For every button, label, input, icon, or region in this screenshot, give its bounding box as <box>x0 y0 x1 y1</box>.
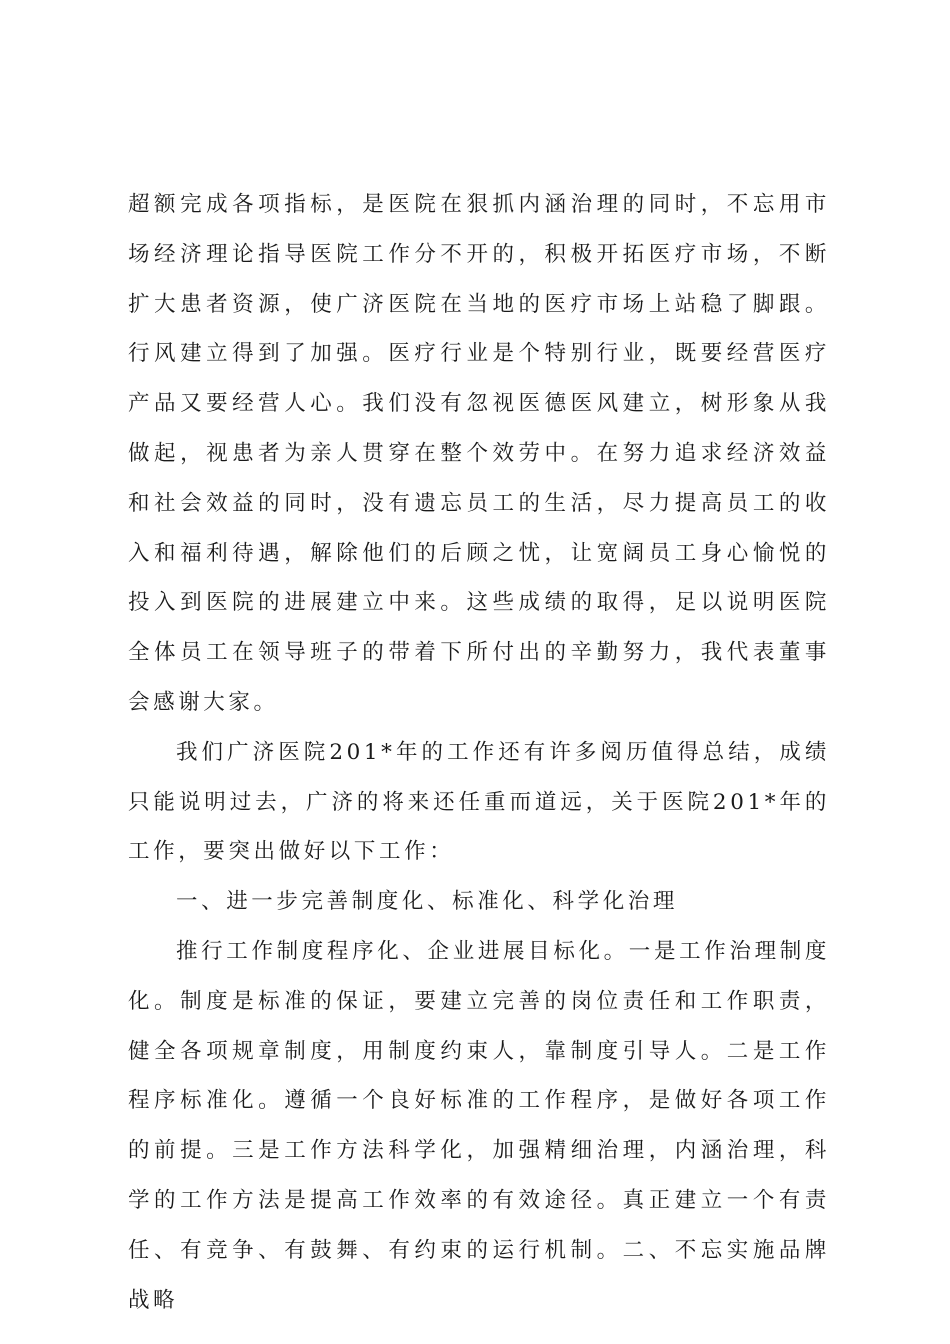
paragraph-management-details: 推行工作制度程序化、企业进展目标化。一是工作治理制度化。制度是标准的保证，要建立完善的岗位责任和工作职责，健全各项规章制度，用制度约束人，靠制度引导人。二是工作程序标准化。遵循一个良好标准的工作程序，是做好各项工作的前提。三是工作方法科学化，加强精细治理，内涵治理，科学的工作方法是提高工作效率的有效途径。真正建立一个有责任、有竞争、有鼓舞、有约束的运行机制。二、不忘实施品牌战略 <box>128 938 830 1313</box>
section-heading-management: 一、进一步完善制度化、标准化、科学化治理 <box>176 889 679 915</box>
paragraph-achievements: 超额完成各项指标，是医院在狠抓内涵治理的同时，不忘用市场经济理论指导医院工作分不开的，积极开拓医疗市场，不断扩大患者资源，使广济医院在当地的医疗市场上站稳了脚跟。行风建立得到了加强。医疗行业是个特别行业，既要经营医疗产品又要经营人心。我们没有忽视医德医风建立，树形象从我做起，视患者为亲人贯穿在整个效劳中。在努力追求经济效益和社会效益的同时，没有遗忘员工的生活，尽力提高员工的收入和福利待遇，解除他们的后顾之忧，让宽阔员工身心愉悦的投入到医院的进展建立中来。这些成绩的取得，足以说明医院全体员工在领导班子的带着下所付出的辛勤努力，我代表董事会感谢大家。 <box>128 192 830 715</box>
paragraph-next-year-work: 我们广济医院201*年的工作还有许多阅历值得总结，成绩只能说明过去，广济的将来还任重而道远，关于医院201*年的工作，要突出做好以下工作： <box>128 739 830 865</box>
document-body <box>128 180 830 1325</box>
